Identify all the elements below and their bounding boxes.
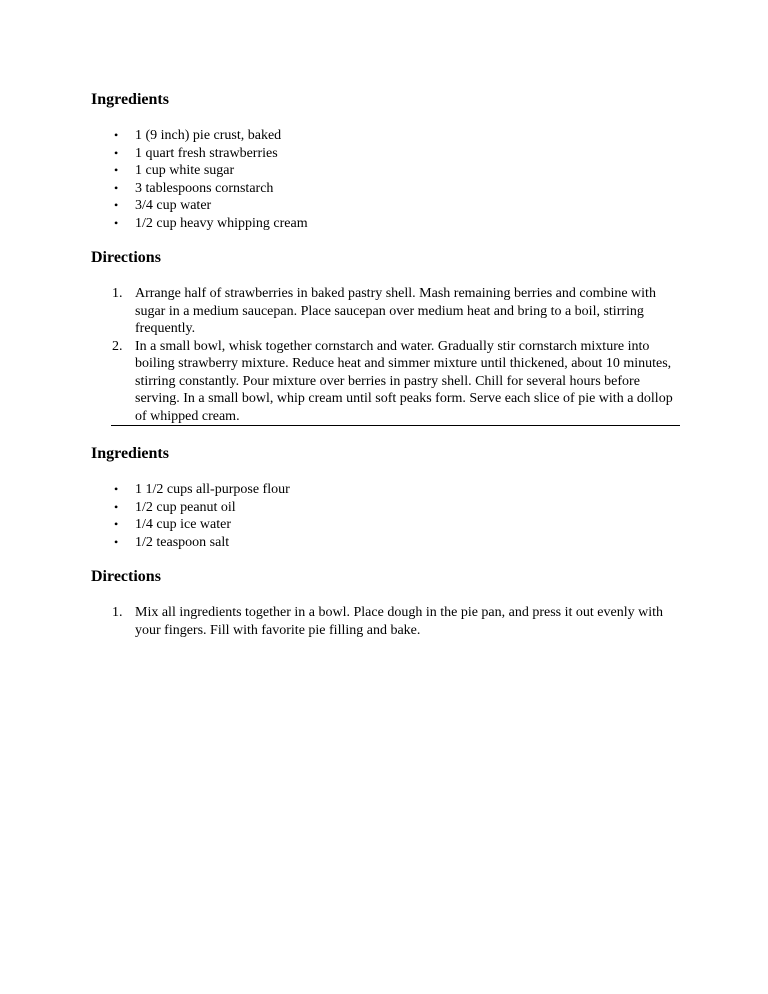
ingredient-text: 1/2 cup heavy whipping cream: [135, 215, 308, 231]
recipe1-ingredients-section: [91, 90, 680, 232]
step-text: In a small bowl, whisk together cornstarch and water. Gradually stir cornstarch mixture into boiling strawberry mixture. Reduce heat and simmer mixture until thickened, about 10 minutes, stirring constantly. Pour mixture over berries in pastry shell. Chill for several hours before serving. In a small bowl, whip cream until soft peaks form. Serve each slice of pie with a dollop of whipped cream.: [135, 338, 673, 424]
list-item: [91, 162, 680, 180]
bullet-icon: •: [114, 499, 119, 514]
bullet-icon: •: [114, 198, 119, 212]
ingredient-text: 1/4 cup ice water: [135, 517, 232, 532]
horizontal-divider: [111, 425, 680, 426]
bullet-icon: •: [114, 215, 119, 230]
bullet-icon: •: [114, 517, 119, 531]
ingredient-text: 1 quart fresh strawberries: [135, 145, 278, 161]
recipe1-directions-heading: Directions: [91, 249, 161, 266]
bullet-icon: •: [114, 128, 119, 142]
recipe2-ingredients-section: [91, 444, 680, 551]
list-item: [91, 604, 680, 639]
ingredient-text: 3 tablespoons cornstarch: [135, 180, 274, 196]
list-item: [91, 127, 680, 145]
recipe1-directions-section: [91, 248, 680, 425]
bullet-icon: •: [114, 163, 119, 177]
step-text: Mix all ingredients together in a bowl. Place dough in the pie pan, and press it out evenly with your fingers. Fill with favorite pie filling and bake.: [135, 605, 664, 638]
ingredient-text: 3/4 cup water: [135, 198, 212, 213]
list-item: [91, 180, 680, 198]
list-item: [91, 499, 680, 517]
list-item: [91, 338, 680, 426]
ingredient-text: 1/2 teaspoon salt: [135, 534, 230, 550]
list-item: [91, 215, 680, 233]
step-number: 1.: [112, 605, 123, 620]
step-number: 1.: [112, 286, 123, 301]
recipe2-directions-list: [91, 604, 680, 639]
ingredient-text: 1/2 cup peanut oil: [135, 499, 236, 515]
recipe2-ingredients-heading: Ingredients: [91, 445, 169, 462]
list-item: [91, 285, 680, 338]
recipe2-directions-heading: Directions: [91, 568, 161, 585]
bullet-icon: •: [114, 145, 119, 160]
recipe2-ingredients-list: [91, 481, 680, 551]
list-item: [91, 145, 680, 163]
step-text: Arrange half of strawberries in baked pastry shell. Mash remaining berries and combine with sugar in a medium saucepan. Place saucepan over medium heat and bring to a boil, stirring frequently.: [135, 286, 656, 336]
recipe1-directions-list: [91, 285, 680, 425]
recipe1-ingredients-list: [91, 127, 680, 232]
list-item: [91, 197, 680, 215]
bullet-icon: •: [114, 482, 119, 496]
list-item: [91, 516, 680, 534]
bullet-icon: •: [114, 180, 119, 195]
list-item: [91, 481, 680, 499]
recipe1-ingredients-heading: Ingredients: [91, 91, 169, 108]
recipe2-directions-section: [91, 567, 680, 639]
ingredient-text: 1 1/2 cups all-purpose flour: [135, 482, 290, 497]
bullet-icon: •: [114, 534, 119, 549]
ingredient-text: 1 (9 inch) pie crust, baked: [135, 128, 282, 143]
step-number: 2.: [112, 338, 123, 354]
ingredient-text: 1 cup white sugar: [135, 163, 235, 178]
list-item: [91, 534, 680, 552]
